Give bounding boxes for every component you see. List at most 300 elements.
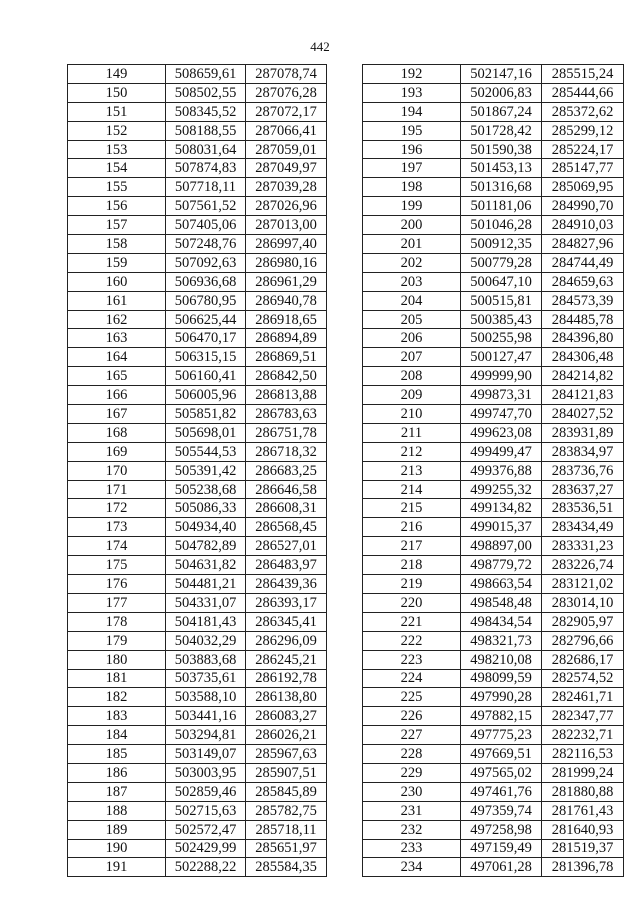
- x-coordinate-cell: 504032,29: [166, 631, 246, 650]
- y-coordinate-cell: 286842,50: [246, 367, 327, 386]
- y-coordinate-cell: 287066,41: [246, 121, 327, 140]
- table-row: [68, 348, 327, 367]
- x-coordinate-cell: 505851,82: [166, 405, 246, 424]
- y-coordinate-cell: 282116,53: [542, 745, 624, 764]
- table-row: [363, 593, 624, 612]
- x-coordinate-cell: 497359,74: [461, 801, 542, 820]
- x-coordinate-cell: 506625,44: [166, 310, 246, 329]
- y-coordinate-cell: 283121,02: [542, 575, 624, 594]
- y-coordinate-cell: 282686,17: [542, 650, 624, 669]
- x-coordinate-cell: 498779,72: [461, 556, 542, 575]
- x-coordinate-cell: 497775,23: [461, 726, 542, 745]
- y-coordinate-cell: 281640,93: [542, 820, 624, 839]
- y-coordinate-cell: 284827,96: [542, 235, 624, 254]
- y-coordinate-cell: 286345,41: [246, 612, 327, 631]
- point-number-cell: 225: [363, 688, 461, 707]
- table-row: [68, 423, 327, 442]
- y-coordinate-cell: 284659,63: [542, 272, 624, 291]
- y-coordinate-cell: 284744,49: [542, 253, 624, 272]
- x-coordinate-cell: 504782,89: [166, 537, 246, 556]
- y-coordinate-cell: 286961,29: [246, 272, 327, 291]
- point-number-cell: 202: [363, 253, 461, 272]
- x-coordinate-cell: 498663,54: [461, 575, 542, 594]
- table-row: [68, 593, 327, 612]
- table-row: [68, 537, 327, 556]
- x-coordinate-cell: 508345,52: [166, 102, 246, 121]
- point-number-cell: 230: [363, 782, 461, 801]
- x-coordinate-cell: 497461,76: [461, 782, 542, 801]
- x-coordinate-cell: 504934,40: [166, 518, 246, 537]
- point-number-cell: 191: [68, 858, 166, 877]
- y-coordinate-cell: 285299,12: [542, 121, 624, 140]
- table-row: [68, 782, 327, 801]
- y-coordinate-cell: 283226,74: [542, 556, 624, 575]
- point-number-cell: 190: [68, 839, 166, 858]
- y-coordinate-cell: 284990,70: [542, 197, 624, 216]
- table-row: [363, 386, 624, 405]
- table-row: [363, 556, 624, 575]
- x-coordinate-cell: 506780,95: [166, 291, 246, 310]
- point-number-cell: 186: [68, 763, 166, 782]
- point-number-cell: 210: [363, 405, 461, 424]
- x-coordinate-cell: 497882,15: [461, 707, 542, 726]
- x-coordinate-cell: 502715,63: [166, 801, 246, 820]
- x-coordinate-cell: 497669,51: [461, 745, 542, 764]
- point-number-cell: 196: [363, 140, 461, 159]
- point-number-cell: 194: [363, 102, 461, 121]
- point-number-cell: 219: [363, 575, 461, 594]
- y-coordinate-cell: 284910,03: [542, 216, 624, 235]
- table-row: [68, 707, 327, 726]
- point-number-cell: 170: [68, 461, 166, 480]
- x-coordinate-cell: 503441,16: [166, 707, 246, 726]
- x-coordinate-cell: 508659,61: [166, 65, 246, 84]
- x-coordinate-cell: 506470,17: [166, 329, 246, 348]
- table-row: [363, 612, 624, 631]
- y-coordinate-cell: 286527,01: [246, 537, 327, 556]
- y-coordinate-cell: 284214,82: [542, 367, 624, 386]
- point-number-cell: 150: [68, 83, 166, 102]
- y-coordinate-cell: 285967,63: [246, 745, 327, 764]
- point-number-cell: 233: [363, 839, 461, 858]
- point-number-cell: 182: [68, 688, 166, 707]
- table-row: [68, 159, 327, 178]
- y-coordinate-cell: 286393,17: [246, 593, 327, 612]
- point-number-cell: 151: [68, 102, 166, 121]
- x-coordinate-cell: 508502,55: [166, 83, 246, 102]
- y-coordinate-cell: 283331,23: [542, 537, 624, 556]
- x-coordinate-cell: 507405,06: [166, 216, 246, 235]
- table-row: [68, 310, 327, 329]
- x-coordinate-cell: 499747,70: [461, 405, 542, 424]
- point-number-cell: 165: [68, 367, 166, 386]
- table-row: [68, 669, 327, 688]
- table-row: [68, 65, 327, 84]
- point-number-cell: 215: [363, 499, 461, 518]
- y-coordinate-cell: 286608,31: [246, 499, 327, 518]
- x-coordinate-cell: 505391,42: [166, 461, 246, 480]
- point-number-cell: 201: [363, 235, 461, 254]
- x-coordinate-cell: 502288,22: [166, 858, 246, 877]
- table-row: [363, 499, 624, 518]
- point-number-cell: 217: [363, 537, 461, 556]
- table-row: [68, 83, 327, 102]
- x-coordinate-cell: 503883,68: [166, 650, 246, 669]
- point-number-cell: 175: [68, 556, 166, 575]
- y-coordinate-cell: 286683,25: [246, 461, 327, 480]
- y-coordinate-cell: 281396,78: [542, 858, 624, 877]
- y-coordinate-cell: 283536,51: [542, 499, 624, 518]
- point-number-cell: 181: [68, 669, 166, 688]
- table-row: [363, 140, 624, 159]
- y-coordinate-cell: 285782,75: [246, 801, 327, 820]
- table-row: [363, 121, 624, 140]
- point-number-cell: 205: [363, 310, 461, 329]
- y-coordinate-cell: 287013,00: [246, 216, 327, 235]
- x-coordinate-cell: 501316,68: [461, 178, 542, 197]
- table-row: [68, 612, 327, 631]
- point-number-cell: 184: [68, 726, 166, 745]
- point-number-cell: 222: [363, 631, 461, 650]
- table-row: [68, 556, 327, 575]
- x-coordinate-cell: 505086,33: [166, 499, 246, 518]
- point-number-cell: 188: [68, 801, 166, 820]
- y-coordinate-cell: 285718,11: [246, 820, 327, 839]
- x-coordinate-cell: 499015,37: [461, 518, 542, 537]
- table-row: [363, 707, 624, 726]
- y-coordinate-cell: 287076,28: [246, 83, 327, 102]
- x-coordinate-cell: 498099,59: [461, 669, 542, 688]
- point-number-cell: 154: [68, 159, 166, 178]
- table-row: [68, 178, 327, 197]
- point-number-cell: 226: [363, 707, 461, 726]
- y-coordinate-cell: 286483,97: [246, 556, 327, 575]
- x-coordinate-cell: 500127,47: [461, 348, 542, 367]
- table-row: [363, 726, 624, 745]
- y-coordinate-cell: 284396,80: [542, 329, 624, 348]
- y-coordinate-cell: 286894,89: [246, 329, 327, 348]
- x-coordinate-cell: 506160,41: [166, 367, 246, 386]
- x-coordinate-cell: 504481,21: [166, 575, 246, 594]
- y-coordinate-cell: 285845,89: [246, 782, 327, 801]
- point-number-cell: 232: [363, 820, 461, 839]
- table-row: [363, 423, 624, 442]
- point-number-cell: 177: [68, 593, 166, 612]
- table-row: [363, 178, 624, 197]
- y-coordinate-cell: 283014,10: [542, 593, 624, 612]
- x-coordinate-cell: 501590,38: [461, 140, 542, 159]
- x-coordinate-cell: 500647,10: [461, 272, 542, 291]
- point-number-cell: 172: [68, 499, 166, 518]
- point-number-cell: 159: [68, 253, 166, 272]
- y-coordinate-cell: 281761,43: [542, 801, 624, 820]
- point-number-cell: 157: [68, 216, 166, 235]
- y-coordinate-cell: 284027,52: [542, 405, 624, 424]
- x-coordinate-cell: 504631,82: [166, 556, 246, 575]
- x-coordinate-cell: 501867,24: [461, 102, 542, 121]
- y-coordinate-cell: 284485,78: [542, 310, 624, 329]
- point-number-cell: 197: [363, 159, 461, 178]
- y-coordinate-cell: 286813,88: [246, 386, 327, 405]
- table-row: [68, 839, 327, 858]
- y-coordinate-cell: 284306,48: [542, 348, 624, 367]
- y-coordinate-cell: 286026,21: [246, 726, 327, 745]
- y-coordinate-cell: 287026,96: [246, 197, 327, 216]
- table-row: [68, 367, 327, 386]
- table-row: [363, 745, 624, 764]
- x-coordinate-cell: 507874,83: [166, 159, 246, 178]
- x-coordinate-cell: 499255,32: [461, 480, 542, 499]
- x-coordinate-cell: 500779,28: [461, 253, 542, 272]
- table-row: [68, 102, 327, 121]
- x-coordinate-cell: 501728,42: [461, 121, 542, 140]
- y-coordinate-cell: 282905,97: [542, 612, 624, 631]
- table-row: [68, 405, 327, 424]
- table-row: [363, 329, 624, 348]
- y-coordinate-cell: 286997,40: [246, 235, 327, 254]
- y-coordinate-cell: 286751,78: [246, 423, 327, 442]
- y-coordinate-cell: 285224,17: [542, 140, 624, 159]
- point-number-cell: 229: [363, 763, 461, 782]
- table-row: [363, 310, 624, 329]
- y-coordinate-cell: 286783,63: [246, 405, 327, 424]
- y-coordinate-cell: 285372,62: [542, 102, 624, 121]
- table-row: [363, 442, 624, 461]
- table-row: [68, 631, 327, 650]
- x-coordinate-cell: 505544,53: [166, 442, 246, 461]
- table-row: [68, 745, 327, 764]
- point-number-cell: 228: [363, 745, 461, 764]
- table-row: [363, 801, 624, 820]
- table-row: [68, 140, 327, 159]
- y-coordinate-cell: 285651,97: [246, 839, 327, 858]
- x-coordinate-cell: 499134,82: [461, 499, 542, 518]
- table-row: [68, 253, 327, 272]
- x-coordinate-cell: 501181,06: [461, 197, 542, 216]
- table-row: [363, 65, 624, 84]
- point-number-cell: 192: [363, 65, 461, 84]
- point-number-cell: 171: [68, 480, 166, 499]
- table-row: [363, 83, 624, 102]
- y-coordinate-cell: 286245,21: [246, 650, 327, 669]
- x-coordinate-cell: 498548,48: [461, 593, 542, 612]
- point-number-cell: 207: [363, 348, 461, 367]
- x-coordinate-cell: 500255,98: [461, 329, 542, 348]
- point-number-cell: 206: [363, 329, 461, 348]
- table-row: [68, 442, 327, 461]
- x-coordinate-cell: 497990,28: [461, 688, 542, 707]
- table-row: [68, 272, 327, 291]
- y-coordinate-cell: 285444,66: [542, 83, 624, 102]
- y-coordinate-cell: 286718,32: [246, 442, 327, 461]
- coordinates-table-right: [362, 64, 624, 877]
- x-coordinate-cell: 499499,47: [461, 442, 542, 461]
- x-coordinate-cell: 498210,08: [461, 650, 542, 669]
- x-coordinate-cell: 502859,46: [166, 782, 246, 801]
- point-number-cell: 212: [363, 442, 461, 461]
- point-number-cell: 234: [363, 858, 461, 877]
- point-number-cell: 169: [68, 442, 166, 461]
- x-coordinate-cell: 499873,31: [461, 386, 542, 405]
- x-coordinate-cell: 504331,07: [166, 593, 246, 612]
- y-coordinate-cell: 287059,01: [246, 140, 327, 159]
- point-number-cell: 163: [68, 329, 166, 348]
- point-number-cell: 221: [363, 612, 461, 631]
- table-row: [363, 537, 624, 556]
- table-row: [68, 858, 327, 877]
- point-number-cell: 180: [68, 650, 166, 669]
- y-coordinate-cell: 281519,37: [542, 839, 624, 858]
- table-row: [68, 329, 327, 348]
- x-coordinate-cell: 501046,28: [461, 216, 542, 235]
- y-coordinate-cell: 283834,97: [542, 442, 624, 461]
- y-coordinate-cell: 285069,95: [542, 178, 624, 197]
- point-number-cell: 152: [68, 121, 166, 140]
- point-number-cell: 216: [363, 518, 461, 537]
- x-coordinate-cell: 500385,43: [461, 310, 542, 329]
- y-coordinate-cell: 281880,88: [542, 782, 624, 801]
- x-coordinate-cell: 500912,35: [461, 235, 542, 254]
- table-row: [68, 197, 327, 216]
- y-coordinate-cell: 286646,58: [246, 480, 327, 499]
- x-coordinate-cell: 506315,15: [166, 348, 246, 367]
- x-coordinate-cell: 508188,55: [166, 121, 246, 140]
- point-number-cell: 213: [363, 461, 461, 480]
- y-coordinate-cell: 287039,28: [246, 178, 327, 197]
- table-row: [68, 688, 327, 707]
- x-coordinate-cell: 497061,28: [461, 858, 542, 877]
- table-row: [363, 782, 624, 801]
- point-number-cell: 167: [68, 405, 166, 424]
- x-coordinate-cell: 503735,61: [166, 669, 246, 688]
- y-coordinate-cell: 285907,51: [246, 763, 327, 782]
- point-number-cell: 156: [68, 197, 166, 216]
- point-number-cell: 185: [68, 745, 166, 764]
- point-number-cell: 195: [363, 121, 461, 140]
- y-coordinate-cell: 283931,89: [542, 423, 624, 442]
- table-row: [363, 839, 624, 858]
- x-coordinate-cell: 501453,13: [461, 159, 542, 178]
- table-row: [68, 726, 327, 745]
- x-coordinate-cell: 503588,10: [166, 688, 246, 707]
- point-number-cell: 209: [363, 386, 461, 405]
- table-row: [363, 348, 624, 367]
- x-coordinate-cell: 499623,08: [461, 423, 542, 442]
- y-coordinate-cell: 282461,71: [542, 688, 624, 707]
- point-number-cell: 224: [363, 669, 461, 688]
- table-row: [363, 197, 624, 216]
- y-coordinate-cell: 286980,16: [246, 253, 327, 272]
- y-coordinate-cell: 286439,36: [246, 575, 327, 594]
- table-row: [363, 518, 624, 537]
- page-number: 442: [310, 39, 330, 54]
- y-coordinate-cell: 283637,27: [542, 480, 624, 499]
- x-coordinate-cell: 502006,83: [461, 83, 542, 102]
- point-number-cell: 200: [363, 216, 461, 235]
- x-coordinate-cell: 497258,98: [461, 820, 542, 839]
- x-coordinate-cell: 498321,73: [461, 631, 542, 650]
- table-row: [68, 650, 327, 669]
- point-number-cell: 183: [68, 707, 166, 726]
- y-coordinate-cell: 285515,24: [542, 65, 624, 84]
- point-number-cell: 153: [68, 140, 166, 159]
- table-row: [363, 367, 624, 386]
- x-coordinate-cell: 507248,76: [166, 235, 246, 254]
- table-row: [68, 518, 327, 537]
- table-row: [363, 159, 624, 178]
- table-row: [363, 102, 624, 121]
- point-number-cell: 158: [68, 235, 166, 254]
- table-row: [363, 253, 624, 272]
- x-coordinate-cell: 497565,02: [461, 763, 542, 782]
- x-coordinate-cell: 506936,68: [166, 272, 246, 291]
- y-coordinate-cell: 284121,83: [542, 386, 624, 405]
- point-number-cell: 211: [363, 423, 461, 442]
- y-coordinate-cell: 287049,97: [246, 159, 327, 178]
- point-number-cell: 164: [68, 348, 166, 367]
- x-coordinate-cell: 503294,81: [166, 726, 246, 745]
- x-coordinate-cell: 502429,99: [166, 839, 246, 858]
- y-coordinate-cell: 282574,52: [542, 669, 624, 688]
- point-number-cell: 179: [68, 631, 166, 650]
- table-row: [363, 461, 624, 480]
- x-coordinate-cell: 507561,52: [166, 197, 246, 216]
- point-number-cell: 193: [363, 83, 461, 102]
- y-coordinate-cell: 286083,27: [246, 707, 327, 726]
- point-number-cell: 203: [363, 272, 461, 291]
- table-row: [68, 461, 327, 480]
- y-coordinate-cell: 286138,80: [246, 688, 327, 707]
- x-coordinate-cell: 505698,01: [166, 423, 246, 442]
- point-number-cell: 149: [68, 65, 166, 84]
- y-coordinate-cell: 283736,76: [542, 461, 624, 480]
- table-row: [68, 820, 327, 839]
- x-coordinate-cell: 499376,88: [461, 461, 542, 480]
- y-coordinate-cell: 286940,78: [246, 291, 327, 310]
- table-row: [363, 480, 624, 499]
- x-coordinate-cell: 504181,43: [166, 612, 246, 631]
- point-number-cell: 187: [68, 782, 166, 801]
- point-number-cell: 160: [68, 272, 166, 291]
- table-row: [68, 386, 327, 405]
- coordinates-table-left: [67, 64, 327, 877]
- y-coordinate-cell: 282232,71: [542, 726, 624, 745]
- point-number-cell: 214: [363, 480, 461, 499]
- point-number-cell: 174: [68, 537, 166, 556]
- x-coordinate-cell: 502572,47: [166, 820, 246, 839]
- y-coordinate-cell: 284573,39: [542, 291, 624, 310]
- x-coordinate-cell: 506005,96: [166, 386, 246, 405]
- table-row: [68, 216, 327, 235]
- y-coordinate-cell: 282796,66: [542, 631, 624, 650]
- y-coordinate-cell: 286192,78: [246, 669, 327, 688]
- table-row: [68, 235, 327, 254]
- table-row: [363, 272, 624, 291]
- point-number-cell: 199: [363, 197, 461, 216]
- x-coordinate-cell: 505238,68: [166, 480, 246, 499]
- table-row: [363, 631, 624, 650]
- table-row: [68, 499, 327, 518]
- table-row: [363, 216, 624, 235]
- x-coordinate-cell: 498434,54: [461, 612, 542, 631]
- y-coordinate-cell: 286918,65: [246, 310, 327, 329]
- point-number-cell: 173: [68, 518, 166, 537]
- y-coordinate-cell: 287072,17: [246, 102, 327, 121]
- y-coordinate-cell: 281999,24: [542, 763, 624, 782]
- point-number-cell: 178: [68, 612, 166, 631]
- point-number-cell: 162: [68, 310, 166, 329]
- x-coordinate-cell: 497159,49: [461, 839, 542, 858]
